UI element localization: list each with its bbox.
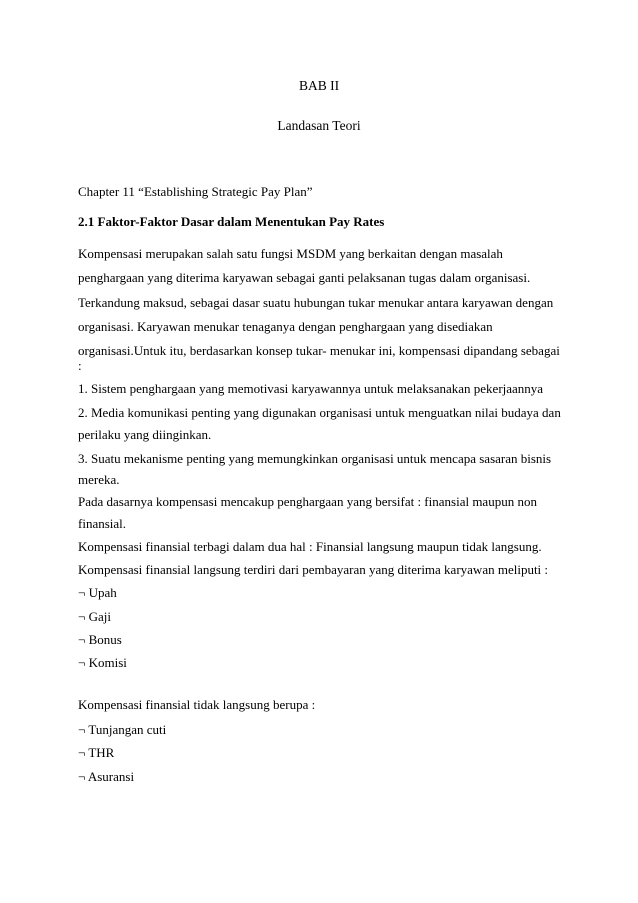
paragraph-line: Terkandung maksud, sebagai dasar suatu hubungan tukar menukar antara karyawan dengan xyxy=(78,295,554,310)
bullet-item: ¬ THR xyxy=(78,745,115,760)
list-item: 2. Media komunikasi penting yang digunakan organisasi untuk menguatkan nilai budaya dan xyxy=(78,405,561,420)
list-item: perilaku yang diinginkan. xyxy=(78,427,212,442)
bullet-item: ¬ Upah xyxy=(78,585,117,600)
bullet-item: ¬ Komisi xyxy=(78,655,127,670)
bullet-item: ¬ Gaji xyxy=(78,609,111,624)
paragraph-line: finansial. xyxy=(78,516,127,531)
paragraph-line: Kompensasi finansial langsung terdiri dari pembayaran yang diterima karyawan meliputi : xyxy=(78,562,549,577)
list-item: mereka. xyxy=(78,472,120,487)
chapter-title: Landasan Teori xyxy=(277,118,361,133)
bullet-item: ¬ Asuransi xyxy=(78,769,135,784)
paragraph-line: Kompensasi merupakan salah satu fungsi MSDM yang berkaitan dengan masalah xyxy=(78,246,503,261)
bullet-item: ¬ Bonus xyxy=(78,632,122,647)
paragraph-line: organisasi. Karyawan menukar tenaganya dengan penghargaan yang disediakan xyxy=(78,319,493,334)
paragraph-line: Kompensasi finansial terbagi dalam dua hal : Finansial langsung maupun tidak langsung. xyxy=(78,539,542,554)
section-heading: 2.1 Faktor-Faktor Dasar dalam Menentukan Pay Rates xyxy=(78,214,385,229)
paragraph-line: : xyxy=(78,358,82,373)
indirect-intro: Kompensasi finansial tidak langsung berupa : xyxy=(78,697,316,712)
paragraph-line: penghargaan yang diterima karyawan sebagai ganti pelaksanan tugas dalam organisasi. xyxy=(78,270,531,285)
chapter-number: BAB II xyxy=(298,78,340,93)
paragraph-line: organisasi.Untuk itu, berdasarkan konsep tukar- menukar ini, kompensasi dipandang sebagai xyxy=(78,343,560,358)
list-item: 1. Sistem penghargaan yang memotivasi karyawannya untuk melaksanakan pekerjaannya xyxy=(78,381,544,396)
bullet-item: ¬ Tunjangan cuti xyxy=(78,722,167,737)
list-item: 3. Suatu mekanisme penting yang memungkinkan organisasi untuk mencapa sasaran bisnis xyxy=(78,451,552,466)
chapter-reference: Chapter 11 “Establishing Strategic Pay Plan” xyxy=(78,184,313,199)
paragraph-line: Pada dasarnya kompensasi mencakup penghargaan yang bersifat : finansial maupun non xyxy=(78,494,537,509)
